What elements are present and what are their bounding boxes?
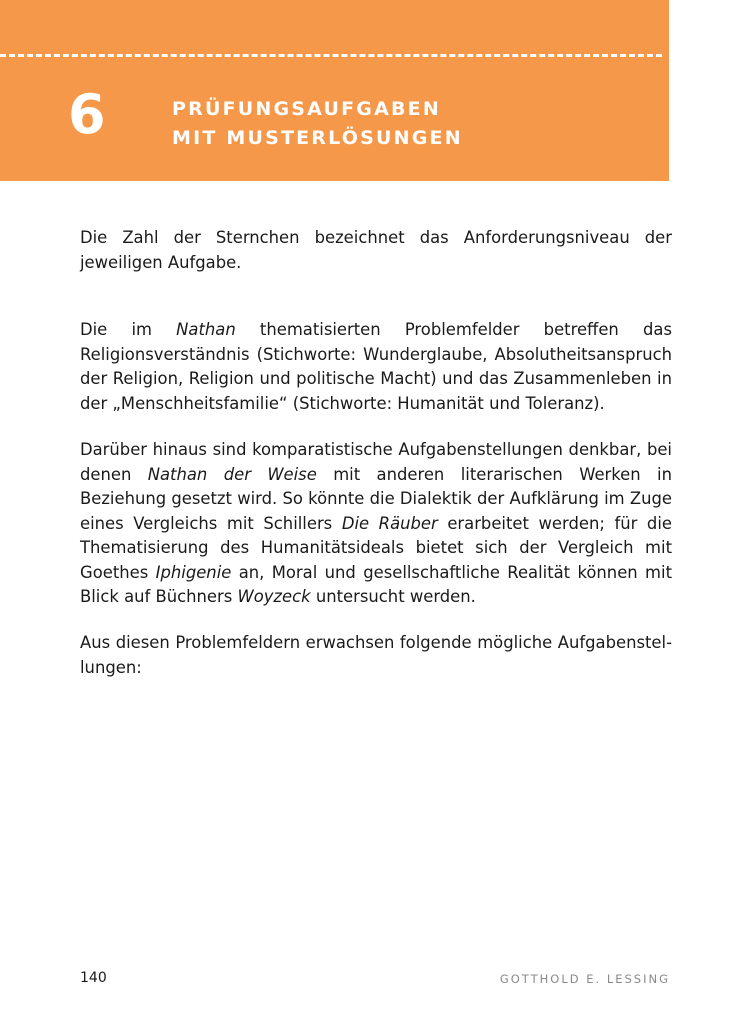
text-run: an, Moral und gesellschaftliche Realität können mit Blick auf Büchners [80,562,672,606]
text-run: erarbeitet werden; für die Thematisierung des Humanitätsideals bietet sich der Vergleich mit Goethes [80,513,672,582]
dashed-divider [0,54,662,57]
work-title-nathan-der-weise: Nathan der Weise [147,464,317,484]
chapter-title [172,95,463,153]
paragraph-problem-fields [80,318,672,416]
text-run: mit anderen literarischen Werken in Beziehung gesetzt wird. So könnte die Dialektik der Aufklärung im Zuge eines Vergleichs mit Schillers [80,464,672,533]
paragraph-intro: Die Zahl der Sternchen bezeichnet das Anforderungsniveau der jeweiligen Aufgabe. [80,228,672,272]
running-footer-title: GOTTHOLD E. LESSING [499,972,670,986]
chapter-number: 6 [68,83,106,146]
paragraph-comparative-tasks [80,438,672,610]
text-run: Die im [80,320,177,339]
chapter-header-band [0,0,669,181]
chapter-title-line-2: MIT MUSTERLÖSUNGEN [172,127,463,149]
text-run: thematisierten Problemfelder betreffen das Religionsverständnis (Stichworte: Wunderglaube, Absolutheitsanspruch der Religion, Religion und politische Macht) und das Zusammenleben in der „Menschheitsfamilie“ (Stichworte: Humanität und Toleranz). [80,320,672,413]
paragraph-task-lead-in: Aus diesen Problemfeldern erwachsen folgende mögliche Aufgabenstellungen: [80,633,672,677]
text-run: untersucht werden. [310,587,476,606]
work-title-nathan: Nathan [176,320,236,339]
page-number: 140 [80,970,107,986]
work-title-die-raeuber: Die Räuber [341,513,438,533]
work-title-iphigenie: Iphigenie [155,562,232,582]
text-run: Darüber hinaus sind komparatistische Aufgabenstellungen denkbar, bei denen [80,440,672,484]
chapter-title-line-1: PRÜFUNGSAUFGABEN [172,98,441,120]
work-title-woyzeck: Woyzeck [237,587,311,606]
